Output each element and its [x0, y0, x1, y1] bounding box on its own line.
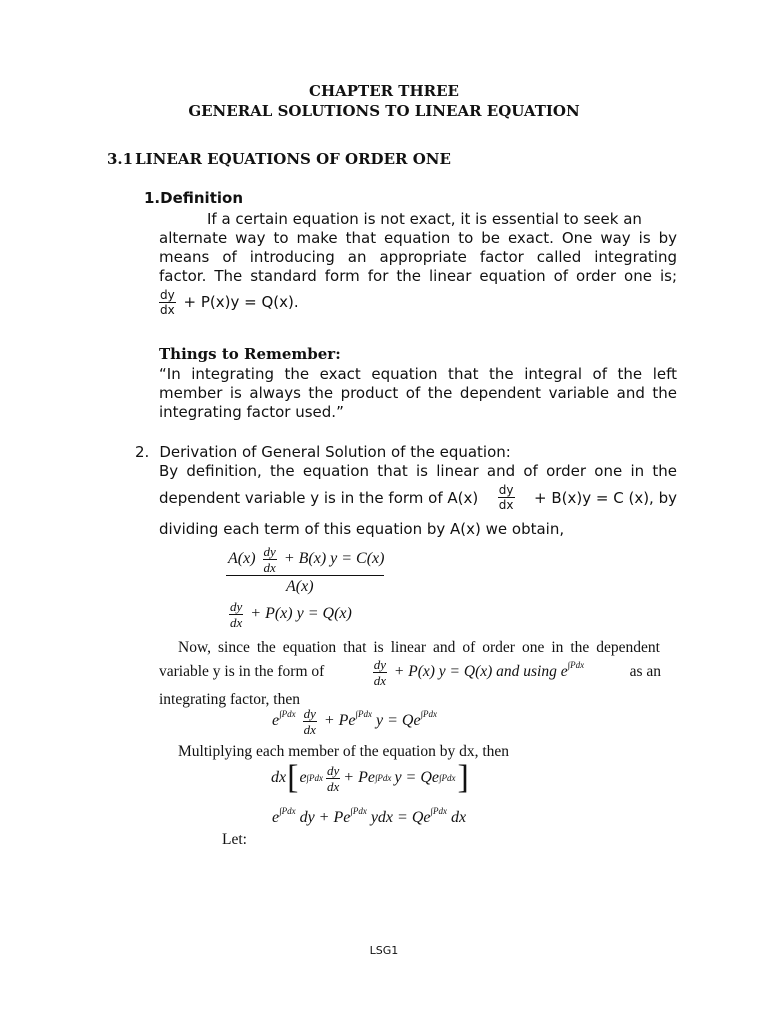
remember-line-3: integrating factor used.”	[159, 403, 344, 421]
derivation-number: 2.	[135, 443, 150, 461]
standard-form-equation: $\frac{dy}{dx}$ + P(x)y = Q(x).	[160, 288, 299, 317]
eq5: $e^{\int Pdx}$ dy + $Pe^{\int Pdx}$ ydx = $Qe^{\int Pdx}$ dx	[272, 806, 467, 826]
eq1-fraction-bar	[226, 575, 384, 576]
derivation-line-2: dependent variable y is in the form of A(x) $\frac{dy}{dx}$ + B(x)y = C (x), by	[159, 483, 677, 512]
chapter-title: CHAPTER THREE	[309, 82, 459, 100]
derivation-heading: 2. Derivation of General Solution of the equation:	[135, 443, 511, 461]
derivation-line-3: dividing each term of this equation by A(x) we obtain,	[159, 520, 565, 538]
remember-heading: Things to Remember:	[159, 345, 341, 363]
dy-dx-fraction: $\frac{dy}{dx}$	[373, 656, 387, 688]
chapter-subtitle: GENERAL SOLUTIONS TO LINEAR EQUATION	[188, 102, 580, 120]
dy-dx-fraction: $\frac{dy}{dx}$	[230, 599, 243, 630]
remember-line-1: “In integrating the exact equation that the integral of the left	[159, 365, 677, 383]
eq1-numerator: A(x) $\frac{dy}{dx}$ + B(x) y = C(x)	[228, 544, 385, 575]
definition-line-4: factor. The standard form for the linear equation of order one is;	[159, 267, 677, 285]
derivation-line-1: By definition, the equation that is linear and of order one in the	[159, 462, 677, 480]
right-bracket: ]	[457, 759, 469, 796]
page-footer: LSG1	[369, 944, 399, 957]
dy-dx-fraction: $\frac{dy}{dx}$	[327, 762, 340, 794]
definition-heading	[144, 189, 243, 207]
section-heading	[107, 150, 451, 168]
integrating-factor-line: integrating factor, then	[159, 691, 300, 708]
dy-dx-fraction: $\frac{dy}{dx}$	[263, 544, 276, 575]
dy-dx-fraction: $\frac{dy}{dx}$	[498, 483, 514, 512]
section-title: LINEAR EQUATIONS OF ORDER ONE	[135, 150, 451, 168]
definition-line-2: alternate way to make that equation to be exact. One way is by	[159, 229, 677, 247]
remember-line-2: member is always the product of the dependent variable and the	[159, 384, 677, 402]
eq4: dx [ e ∫Pdx $\frac{dy}{dx}$ + Pe ∫Pdx y = Qe ∫Pdx ]	[271, 759, 469, 796]
definition-number: 1.	[144, 189, 161, 207]
definition-line-3: means of introducing an appropriate factor called integrating	[159, 248, 677, 266]
variable-line: variable y is in the form of $\frac{dy}{dx}$ + P(x) y = Q(x) and using $e^{\int Pdx}$ as an	[159, 656, 661, 688]
dy-dx-fraction: $\frac{dy}{dx}$	[303, 706, 316, 737]
now-line: Now, since the equation that is linear and of order one in the dependent	[178, 639, 660, 656]
eq3: $e^{\int Pdx}$ $\frac{dy}{dx}$ + $Pe^{\int Pdx}$ $y = Qe^{\int Pdx}$	[272, 706, 438, 737]
dy-dx-fraction: $\frac{dy}{dx}$	[160, 288, 175, 317]
multiplying-line: Multiplying each member of the equation by dx, then	[178, 743, 510, 760]
definition-title: Definition	[160, 189, 243, 207]
variable-equation: $\frac{dy}{dx}$ + P(x) y = Q(x) and using $e^{\int Pdx}$	[373, 656, 585, 688]
definition-line-1: If a certain equation is not exact, it is essential to seek an	[207, 210, 642, 228]
left-bracket: [	[287, 759, 299, 796]
let-label: Let:	[222, 831, 247, 848]
section-number: 3.1	[107, 150, 134, 168]
eq2: $\frac{dy}{dx}$ + P(x) y = Q(x)	[230, 599, 352, 630]
eq1-denominator: A(x)	[286, 578, 314, 595]
